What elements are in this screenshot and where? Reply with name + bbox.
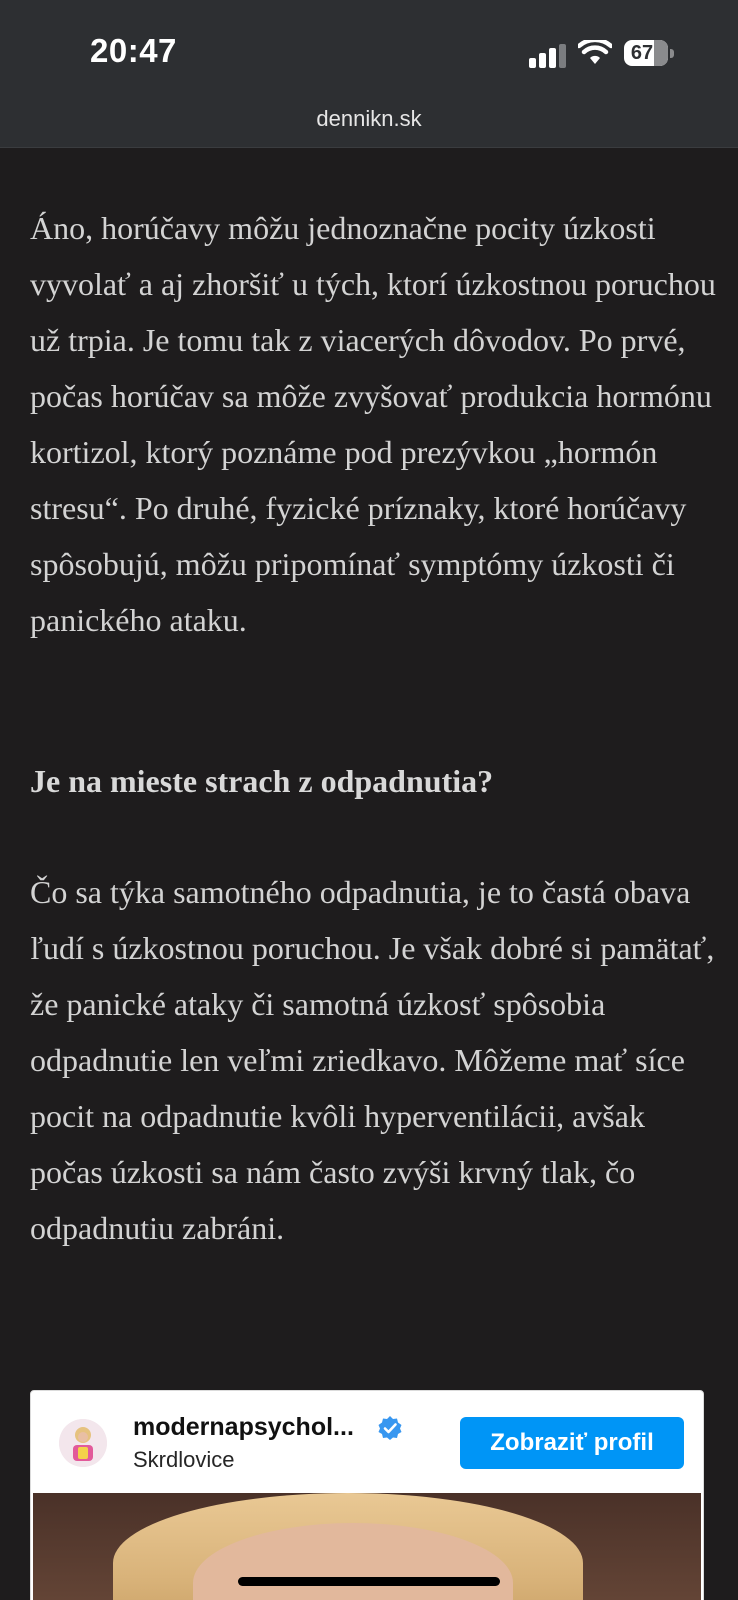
instagram-embed [30, 1390, 704, 1600]
article-paragraph: Áno, horúčavy môžu jednoznačne pocity úzkosti vyvolať a aj zhoršiť u tých, ktorí úzkostnou poruchou už trpia. Je tomu tak z viacerých dôvodov. Po prvé, počas horúčav sa môže zvyšovať produkcia hormónu kortizol, ktorý poznáme pod prezývkou „hormón stresu“. Po druhé, fyzické príznaky, ktoré horúčavy spôsobujú, môžu pripomínať symptómy úzkosti či panického ataku. [30, 210, 716, 638]
article-paragraph: Čo sa týka samotného odpadnutia, je to častá obava ľudí s úzkostnou poruchou. Je však dobré si pamätať, že panické ataky či samotná úzkosť spôsobia odpadnutie len veľmi zriedkavo. Môžeme mať síce pocit na odpadnutie kvôli hyperventilácii, avšak počas úzkosti sa nám často zvýši krvný tlak, čo odpadnutiu zabráni. [30, 874, 715, 1246]
browser-top-bar [0, 0, 738, 148]
profile-username[interactable]: modernapsychol... [133, 1413, 354, 1441]
cellular-signal-icon [529, 44, 567, 68]
avatar-image [59, 1419, 107, 1467]
address-bar-url[interactable]: dennikn.sk [316, 106, 422, 131]
battery-level: 67 [630, 42, 654, 64]
profile-avatar[interactable] [59, 1419, 107, 1467]
home-indicator[interactable] [238, 1577, 500, 1586]
battery-icon [624, 40, 676, 68]
verified-badge-icon [377, 1415, 403, 1441]
profile-location: Skrdlovice [133, 1447, 235, 1472]
view-profile-button[interactable]: Zobraziť profil [460, 1417, 684, 1469]
wifi-icon [578, 40, 612, 66]
status-time: 20:47 [90, 32, 177, 69]
article-subheading: Je na mieste strach z odpadnutia? [30, 763, 494, 799]
